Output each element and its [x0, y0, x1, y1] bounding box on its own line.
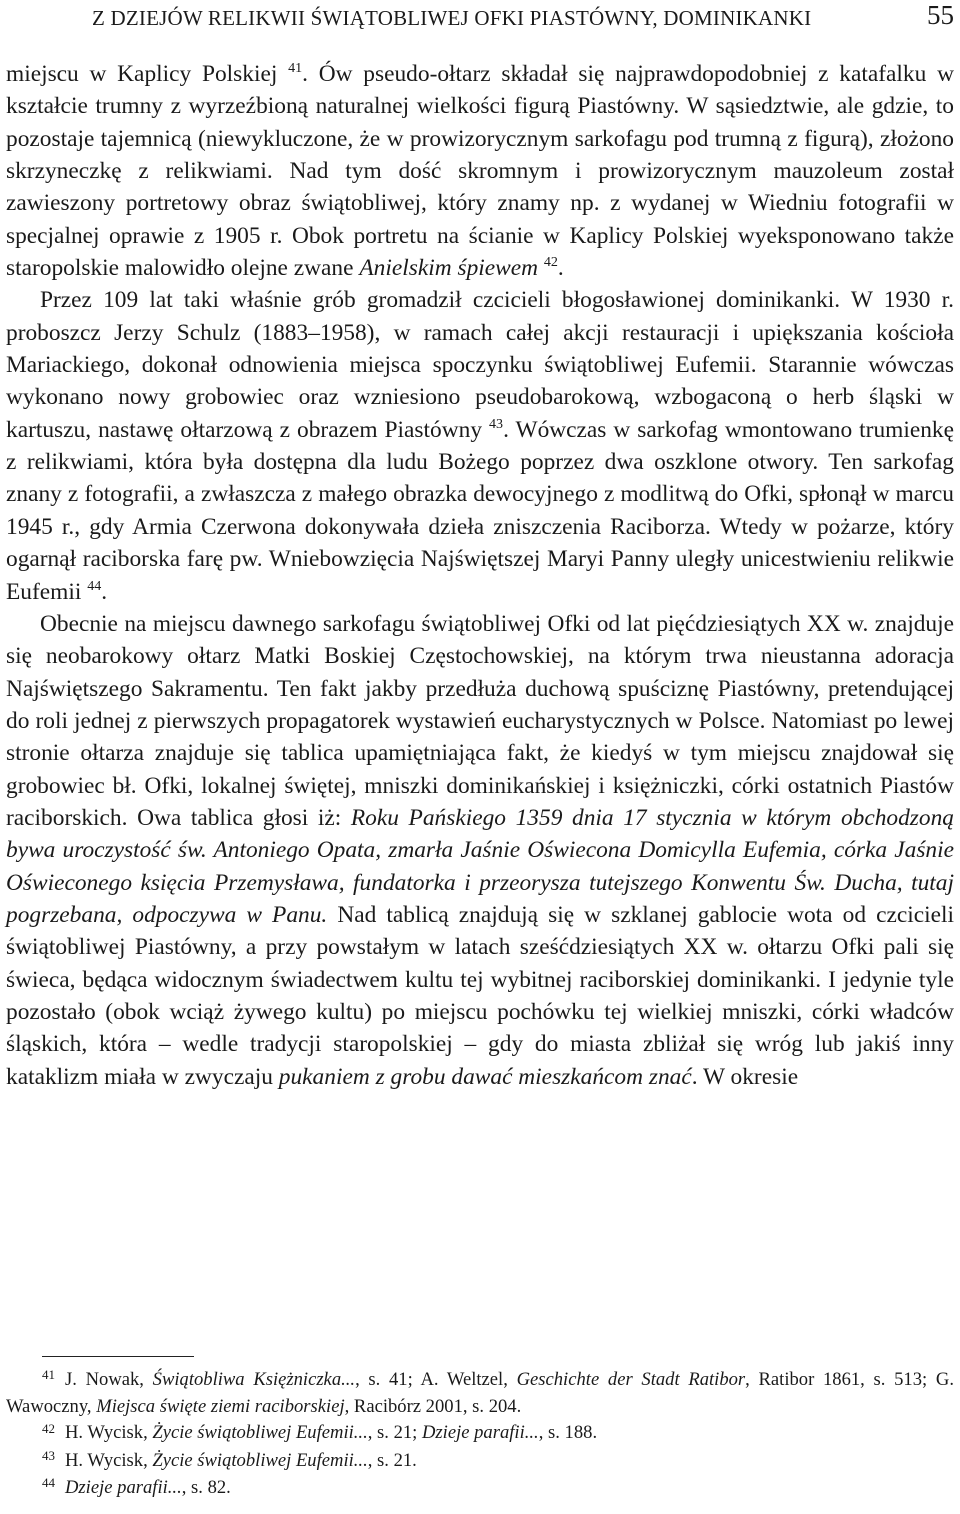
page-number: 55	[927, 0, 954, 30]
paragraph-2	[6, 284, 954, 607]
footnote-title: Życie świątobliwej Eufemii...	[152, 1449, 368, 1471]
paragraph-text: miejscu w Kaplicy Polskiej	[6, 61, 278, 87]
footnote-ref-43[interactable]: 43	[489, 416, 504, 433]
footnote-separator	[42, 1356, 194, 1357]
paragraph-text: Przez 109 lat taki właśnie grób gromadził czcicieli błogosławionej dominikanki. W 1930 r. proboszcz Jerzy Schulz (1883–1958), w ramach całej akcji restauracji i upiększania kościoła Mariackiego, dokonał odnowienia miejsca spoczynku świątobliwej Eufemii. Starannie wówczas wykonano nowy grobowiec oraz wzniesiono pseudobarokową, wzbogaconą o herb śląski w kartuszu, nastawę ołtarzową z obrazem Piastówny	[6, 287, 954, 443]
footnote-title: Miejsca święte ziemi raciborskiej	[96, 1396, 345, 1418]
footnote-title: Świątobliwa Księżniczka...	[152, 1369, 356, 1390]
footnote-44	[6, 1475, 954, 1502]
paragraph-text: Obecnie na miejscu dawnego sarkofagu świątobliwej Ofki od lat pięćdziesiątych XX w. znajduje się neobarokowy ołtarz Matki Boskiej Częstochowskiej, na którym trwa nieustanna adoracja Najświętszego Sakramentu. Ten fakt jakby przedłuża duchową spuściznę Piastówny, pretendującej do roli jednej z pierwszych propagatorek wystawień eucharystycznych w Polsce. Natomiast po lewej stronie ołtarza znajduje się tablica upamiętniająca fakt, że kiedyś w tym miejscu znajdował się grobowiec bł. Ofki, lokalnej świętej, mniszki dominikańskiej i księżniczki, córki ostatnich Piastów raciborskich. Owa tablica głosi iż:	[6, 610, 954, 831]
body-text	[6, 58, 954, 1093]
footnote-number: 43	[42, 1447, 55, 1463]
paragraph-3	[6, 608, 954, 1093]
italic-quote: Roku Pańskiego 1359 dnia 17 stycznia w którym obchodzoną bywa uroczystość św. Antoniego Opata, zmarła Jaśnie Oświecona Domicylla Eufemia, córka Jaśnie Oświeconego księcia Przemysława, fundatorka i przeorysza tutejszego Konwentu Św. Ducha, tutaj pogrzebana, odpoczywa w Panu.	[6, 804, 954, 928]
footnote-42	[6, 1420, 954, 1447]
italic-phrase: pukaniem z grobu dawać mieszkańcom znać	[278, 1063, 692, 1090]
paragraph-text: . W okresie	[691, 1063, 799, 1090]
footnote-title: Dzieje parafii...	[65, 1476, 182, 1498]
footnote-text: H. Wycisk,	[65, 1449, 153, 1471]
paragraph-text: . Wówczas w sarkofag wmontowano trumienkę z relikwiami, która była dostępna dla ludu Bożego poprzez dwa oszklone otwory. Ten sarkofag znany z fotografii, a zwłaszcza z małego obrazka dewocyjnego z modlitwą do Ofki, spłonął w marcu 1945 r., gdy Armia Czerwona dokonywała dzieła zniszczenia Raciborza. Wtedy w pożarze, który ogarnął raciborska farę pw. Wniebowzięcia Najświętszej Maryi Panny uległy unicestwieniu relikwie Eufemii	[6, 416, 954, 605]
footnote-title: Życie świątobliwej Eufemii...	[152, 1422, 368, 1444]
footnotes	[6, 1356, 954, 1502]
footnote-text: J. Nowak,	[65, 1369, 153, 1390]
paragraph-text: . Ów pseudo-ołtarz składał się najprawdopodobniej z katafalku w kształcie trumny z wyrzeźbioną naturalnej wielkości figurą Piastówny. W sąsiedztwie, ale gdzie, to pozostaje tajemnicą (niewykluczone, że w prowizorycznym sarkofagu pod trumną z figurą), złożono skrzyneczkę z relikwiami. Nad tym dość skromnym i prowizorycznym mauzoleum został zawieszony portretowy obraz świątobliwej, który znamy np. z wydanej w Wiedniu fotografii w specjalnej oprawie z 1905 r. Obok portretu na ścianie w Kaplicy Polskiej wyeksponowano także staropolskie malowidło olejne zwane	[6, 61, 954, 282]
footnote-41	[6, 1367, 954, 1420]
footnote-number: 44	[42, 1474, 55, 1490]
italic-title: Anielskim śpiewem	[359, 255, 539, 282]
footnote-ref-41[interactable]: 41	[288, 60, 303, 77]
footnote-title: Geschichte der Stadt Ratibor	[516, 1369, 746, 1390]
page	[6, 0, 954, 1498]
running-title: Z DZIEJÓW RELIKWII ŚWIĄTOBLIWEJ OFKI PIASTÓWNY, DOMINIKANKI	[92, 6, 812, 30]
paragraph-1	[6, 58, 954, 284]
paragraph-text: .	[101, 578, 108, 605]
footnote-title: Dzieje parafii...	[421, 1422, 539, 1444]
footnote-text: , s. 21;	[367, 1422, 422, 1444]
paragraph-text: Nad tablicą znajdują się w szklanej gablocie wota od czcicieli świątobliwej Piastówny, a przy powstałym w latach sześćdziesiątych XX w. ołtarzu Ofki pali się świeca, będąca widocznym świadectwem kultu tej wybitnej raciborskiej dominikanki. I jedynie tyle pozostało (obok wciąż żywego kultu) po miejscu pochówku tej wielkiej mniszki, córki władców śląskich, która – wedle tradycji staropolskiej – gdy do miasta zbliżał się wróg lub jakiś inny kataklizm miała w zwyczaju	[6, 901, 954, 1090]
footnote-ref-44[interactable]: 44	[87, 577, 102, 594]
page-header	[6, 0, 954, 44]
footnote-text: , s. 41; A. Weltzel,	[355, 1369, 517, 1390]
footnote-text: , Ratibor 1861, s. 513; G. Wawoczny,	[6, 1369, 954, 1418]
footnote-number: 41	[42, 1367, 55, 1383]
footnote-text: , s. 21.	[367, 1449, 417, 1471]
footnote-ref-42[interactable]: 42	[543, 254, 558, 271]
footnote-text: H. Wycisk,	[65, 1422, 153, 1444]
footnote-text: , Racibórz 2001, s. 204.	[344, 1396, 522, 1418]
footnote-43	[6, 1448, 954, 1475]
footnote-number: 42	[42, 1420, 55, 1436]
footnote-text: , s. 82.	[181, 1476, 231, 1498]
footnote-text: , s. 188.	[538, 1422, 598, 1444]
paragraph-text: .	[557, 255, 564, 282]
